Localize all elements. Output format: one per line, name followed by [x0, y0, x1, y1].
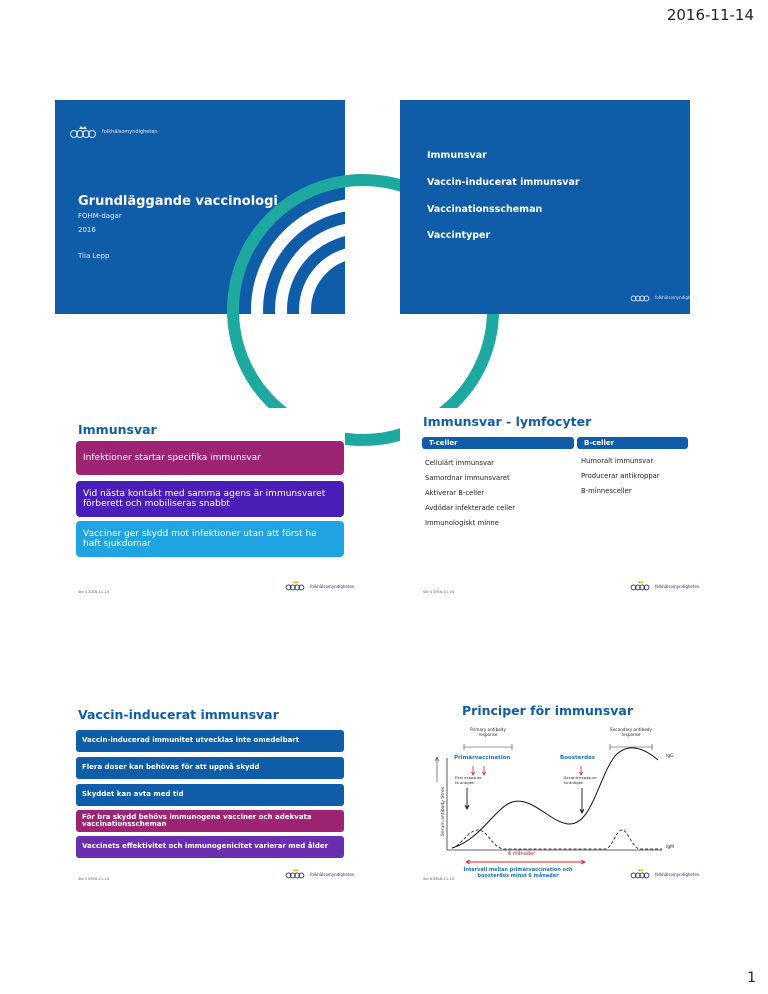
t-cell-item: Aktiverar B-celler [425, 489, 485, 497]
slide-title: Principer för immunsvar [462, 703, 634, 718]
t-cell-item: Samordnar immunsvaret [425, 474, 510, 482]
interval-note: Intervall mellan primärvaccination och boosterdos minst 6 månader [463, 867, 573, 879]
slide-footer: Sid 4 2016-11-14 [423, 590, 455, 594]
t-cell-item: Cellulärt immunsvar [425, 459, 494, 467]
slide-3-immunsvar [55, 408, 355, 622]
brand-logo [630, 580, 699, 592]
info-bar: Vaccin-inducerad immunitet utvecklas inte omedelbart [76, 730, 344, 752]
info-bar: Vaccinets effektivitet och immunogenicitet varierar med ålder [76, 836, 344, 858]
agenda-item: Vaccintyper [427, 230, 491, 241]
logo-text: folkhälsomyndigheten [102, 129, 158, 135]
logo-text: folkhälsomyndigheten [310, 583, 355, 589]
logo-text: folkhälsomyndigheten [655, 294, 700, 300]
brand-logo [285, 868, 354, 880]
info-box: Vid nästa kontakt med samma agens är immunsvaret förberett och mobiliseras snabbt [76, 481, 344, 517]
info-bar: Skyddet kan avta med tid [76, 784, 344, 806]
slide-title: Immunsvar - lymfocyter [423, 414, 592, 429]
slide-5-vaccin-inducerat [55, 690, 355, 904]
igg-label: IgG [666, 754, 674, 759]
logo-text: folkhälsomyndigheten [655, 871, 700, 877]
presenter-name: Tiia Lepp [78, 252, 110, 260]
slide-1-title [55, 100, 345, 314]
slide-footer: Sid 5 2016-11-14 [78, 877, 110, 881]
agenda-item: Vaccinationsscheman [427, 204, 543, 215]
t-cells-header: T-celler [422, 437, 574, 449]
t-cell-item: Immunologiskt minne [425, 519, 499, 527]
info-bar: För bra skydd behövs immunogena vacciner och adekvata vaccinationsscheman [76, 810, 344, 832]
first-exposure-label: First exposure to antigen [455, 775, 482, 785]
secondary-response-label: Secondary antibody response [610, 727, 652, 737]
slide-title: Vaccin-inducerat immunsvar [78, 707, 279, 722]
event-year: 2016 [78, 226, 96, 234]
igg-curve [452, 748, 658, 848]
y-axis-label: Serum antibody titres [441, 787, 446, 836]
logo-emblem-icon [630, 868, 650, 880]
logo-text: folkhälsomyndigheten [655, 583, 700, 589]
info-box: Infektioner startar specifika immunsvar [76, 441, 344, 475]
slide-footer: Sid 3 2016-11-14 [78, 590, 110, 594]
t-cell-item: Avdödar infekterade celler [425, 504, 516, 512]
b-cells-header: B-celler [577, 437, 688, 449]
brand-logo [285, 580, 354, 592]
logo-emblem-icon [630, 580, 650, 592]
logo-emblem-icon [285, 580, 305, 592]
interval-label: 6 månader [508, 851, 536, 857]
logo-emblem-icon [630, 292, 650, 302]
slide-4-lymfocyter [400, 408, 700, 622]
info-box: Vacciner ger skydd mot infektioner utan att först ha haft sjukdomar [76, 521, 344, 557]
igm-label: IgM [666, 845, 675, 850]
page-number: 1 [747, 970, 756, 986]
event-name: FOHM-dagar [78, 212, 122, 220]
brand-logo [69, 125, 158, 139]
second-exposure-label: Second exposure to antigen [564, 775, 597, 785]
logo-text: folkhälsomyndigheten [310, 871, 355, 877]
slide-6-principer [400, 690, 700, 904]
primarvaccination-label: Primärvaccination [454, 755, 511, 761]
boosterdos-label: Boosterdos [560, 755, 596, 761]
slide-title: Immunsvar [78, 422, 157, 437]
agenda-item: Immunsvar [427, 150, 487, 161]
brand-logo [630, 868, 699, 880]
slide-footer: Sid 6 2016-11-14 [423, 877, 455, 881]
logo-emblem-icon [69, 125, 97, 139]
slide-2-agenda [400, 100, 700, 314]
igm-curve [452, 830, 662, 849]
b-cell-item: Humoralt immunsvar [581, 457, 654, 465]
brand-logo [630, 292, 699, 302]
page-date: 2016-11-14 [666, 6, 754, 24]
b-cell-item: Producerar antikroppar [581, 472, 660, 480]
agenda-item: Vaccin-inducerat immunsvar [427, 177, 580, 188]
vaccination-arrows [472, 766, 583, 775]
primary-response-label: Primary antibody response [470, 727, 506, 737]
presentation-title: Grundläggande vaccinologi [78, 194, 278, 209]
b-cell-item: B-minnesceller [581, 487, 632, 495]
exposure-arrows [465, 788, 584, 813]
logo-emblem-icon [285, 868, 305, 880]
info-bar: Flera doser kan behövas för att uppnå skydd [76, 757, 344, 779]
